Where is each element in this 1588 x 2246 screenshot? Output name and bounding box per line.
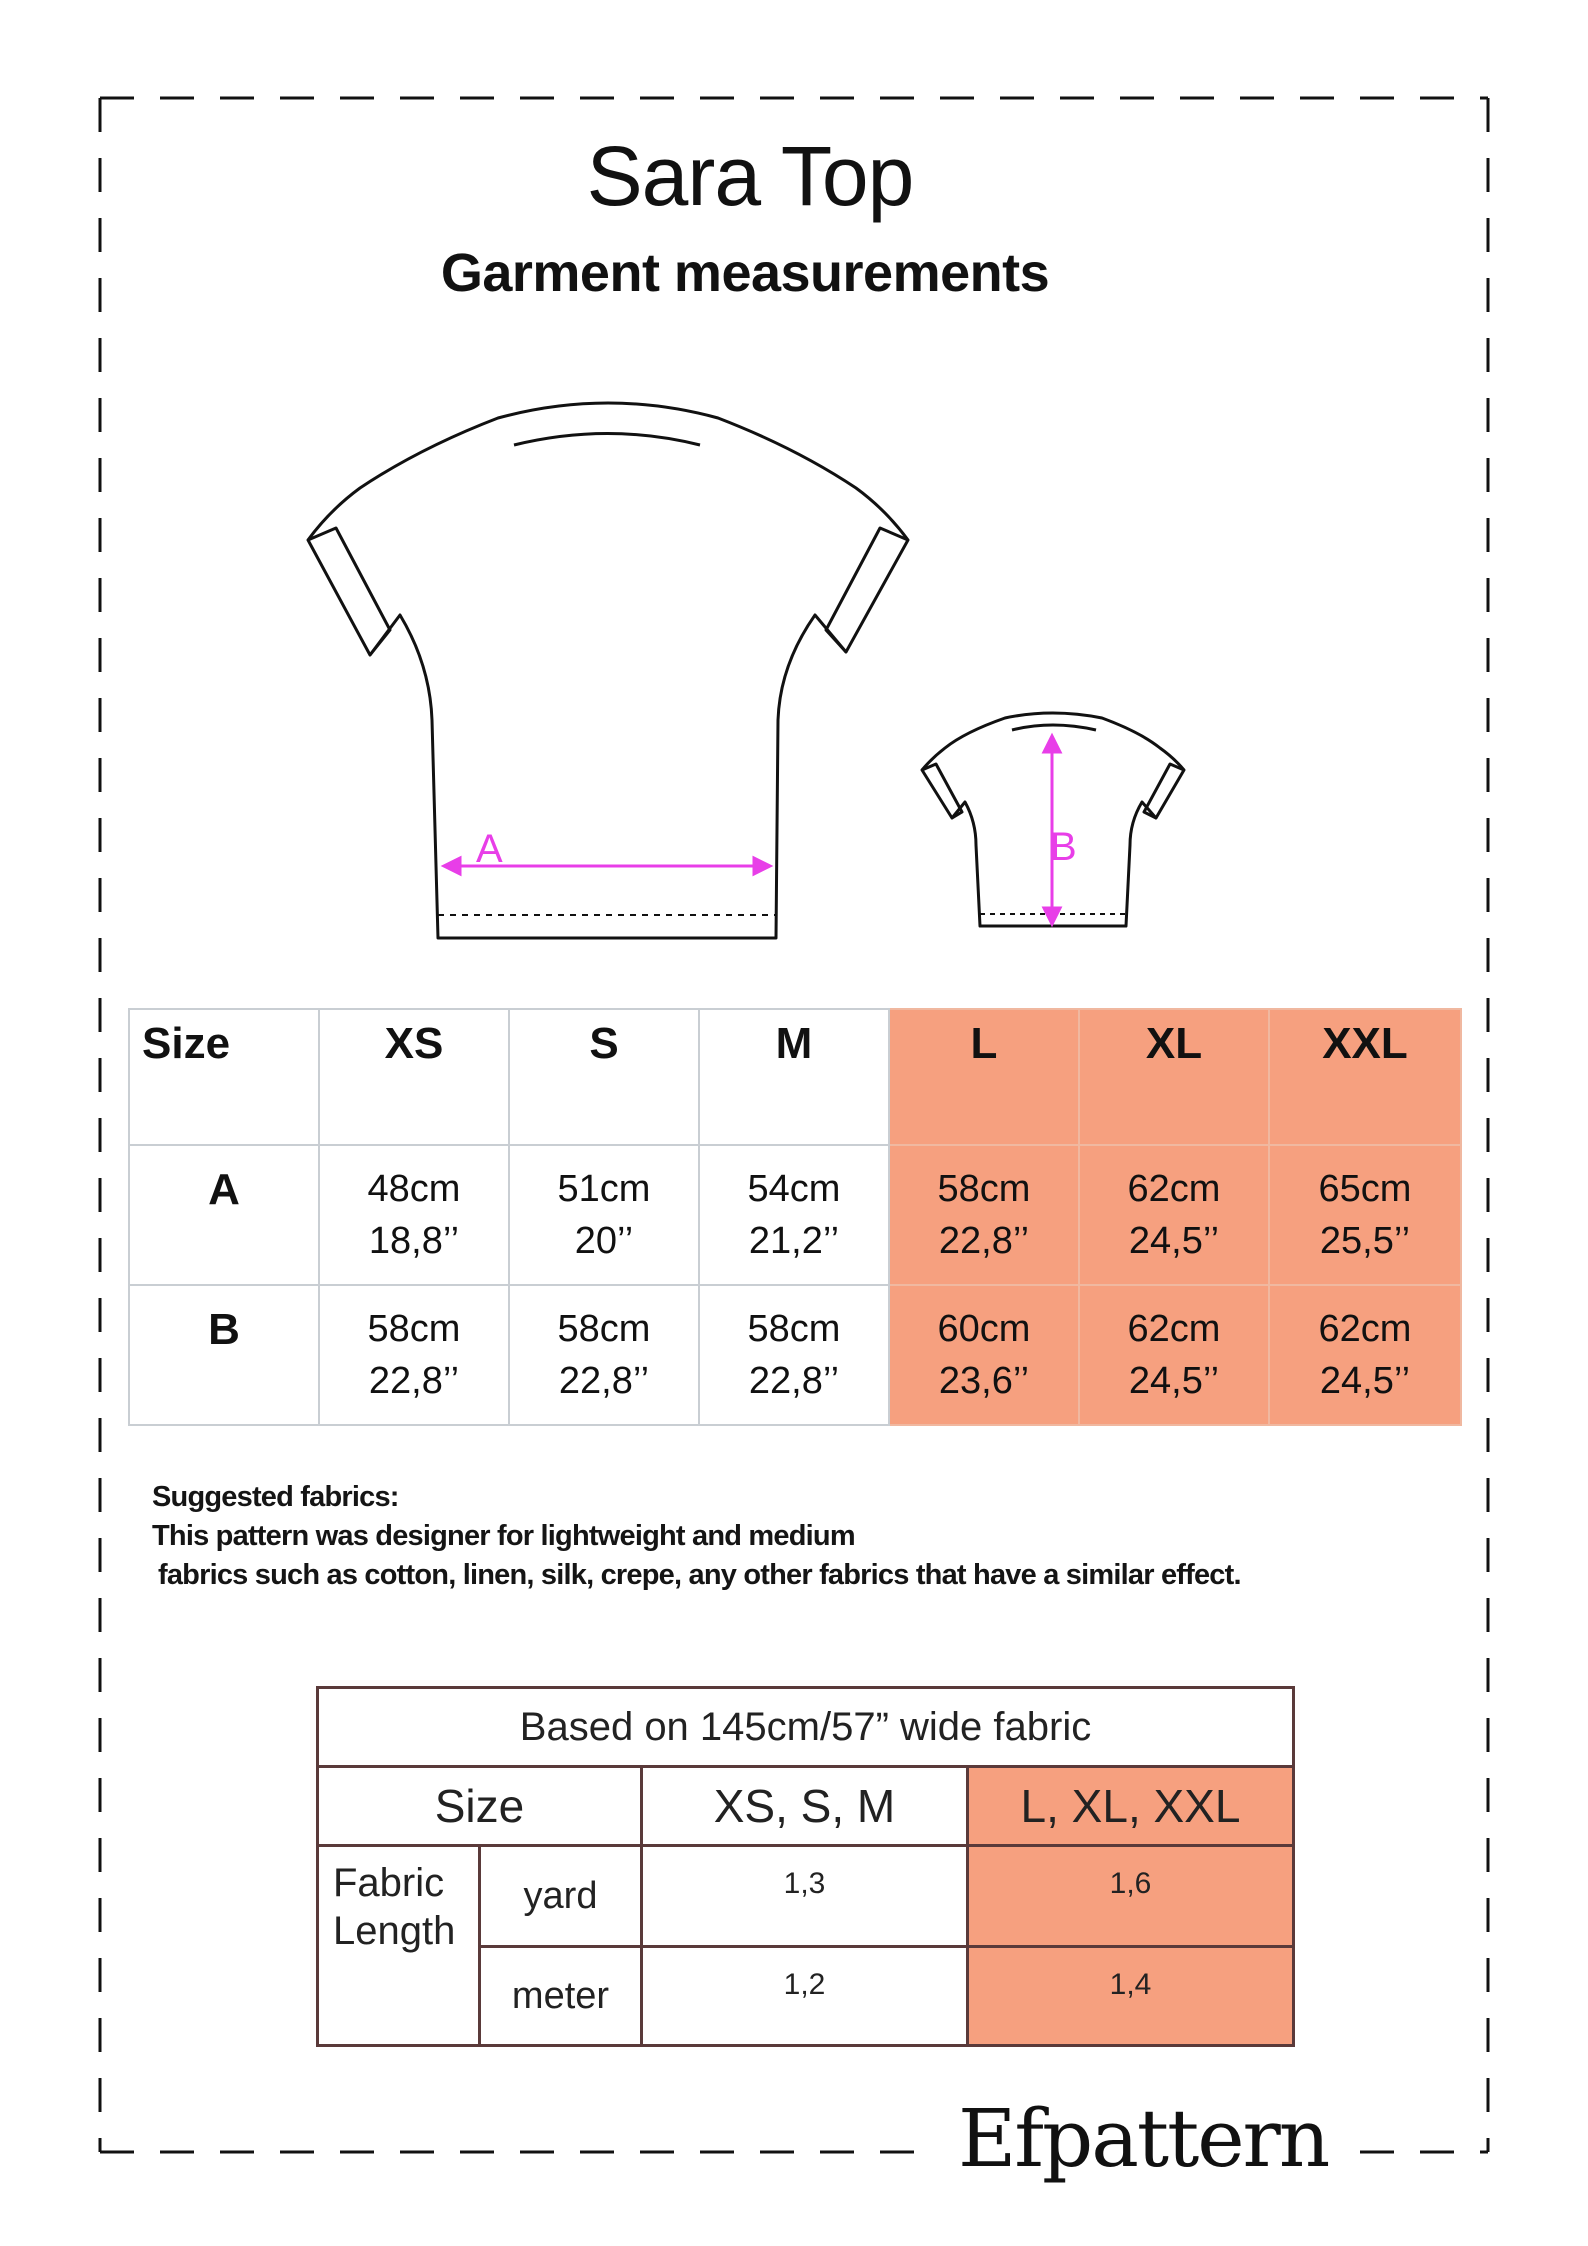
table-cell: 1,3 bbox=[642, 1846, 968, 1947]
front-garment-drawing bbox=[308, 403, 908, 938]
table-cell: 51cm 20’’ bbox=[509, 1145, 699, 1285]
row-label-a: A bbox=[129, 1145, 319, 1285]
table-cell: 58cm 22,8’’ bbox=[889, 1145, 1079, 1285]
fabric-size-label: Size bbox=[318, 1767, 642, 1846]
header-l: L bbox=[889, 1009, 1079, 1145]
header-xxl: XXL bbox=[1269, 1009, 1461, 1145]
fabric-notes bbox=[152, 1478, 1241, 1595]
row-label-b: B bbox=[129, 1285, 319, 1425]
measure-b-label: B bbox=[1050, 825, 1077, 869]
notes-line-1: This pattern was designer for lightweight and medium bbox=[152, 1520, 855, 1552]
fabric-caption-row bbox=[318, 1688, 1294, 1767]
fabric-size-row bbox=[318, 1767, 1294, 1846]
header-size: Size bbox=[129, 1009, 319, 1145]
size-table-header-row bbox=[129, 1009, 1461, 1145]
notes-line-2: fabrics such as cotton, linen, silk, crepe, any other fabrics that have a similar effect. bbox=[158, 1559, 1241, 1591]
table-cell: 1,6 bbox=[968, 1846, 1294, 1947]
table-cell: 58cm 22,8’’ bbox=[699, 1285, 889, 1425]
fabric-length-label: Fabric Length bbox=[318, 1846, 480, 2046]
fabric-caption: Based on 145cm/57” wide fabric bbox=[318, 1688, 1294, 1767]
table-cell: 62cm 24,5’’ bbox=[1079, 1145, 1269, 1285]
brand-logo: Efpattern bbox=[944, 2092, 1342, 2185]
table-cell: 58cm 22,8’’ bbox=[319, 1285, 509, 1425]
table-cell: 1,2 bbox=[642, 1947, 968, 2046]
size-table bbox=[128, 1008, 1462, 1426]
table-cell: 1,4 bbox=[968, 1947, 1294, 2046]
table-cell: 48cm 18,8’’ bbox=[319, 1145, 509, 1285]
measure-a-label: A bbox=[476, 827, 503, 871]
page-subtitle: Garment measurements bbox=[440, 243, 1050, 303]
header-xs: XS bbox=[319, 1009, 509, 1145]
table-row bbox=[318, 1846, 1294, 1947]
header-s: S bbox=[509, 1009, 699, 1145]
unit-meter: meter bbox=[480, 1947, 642, 2046]
table-cell: 60cm 23,6’’ bbox=[889, 1285, 1079, 1425]
fabric-group-small: XS, S, M bbox=[642, 1767, 968, 1846]
fabric-group-large: L, XL, XXL bbox=[968, 1767, 1294, 1846]
table-cell: 62cm 24,5’’ bbox=[1269, 1285, 1461, 1425]
table-cell: 58cm 22,8’’ bbox=[509, 1285, 699, 1425]
page-title: Sara Top bbox=[586, 129, 914, 223]
table-cell: 62cm 24,5’’ bbox=[1079, 1285, 1269, 1425]
fabric-table bbox=[316, 1686, 1295, 2047]
table-row bbox=[129, 1285, 1461, 1425]
notes-heading: Suggested fabrics: bbox=[152, 1481, 399, 1513]
header-m: M bbox=[699, 1009, 889, 1145]
table-row bbox=[129, 1145, 1461, 1285]
unit-yard: yard bbox=[480, 1846, 642, 1947]
table-cell: 65cm 25,5’’ bbox=[1269, 1145, 1461, 1285]
header-xl: XL bbox=[1079, 1009, 1269, 1145]
table-cell: 54cm 21,2’’ bbox=[699, 1145, 889, 1285]
